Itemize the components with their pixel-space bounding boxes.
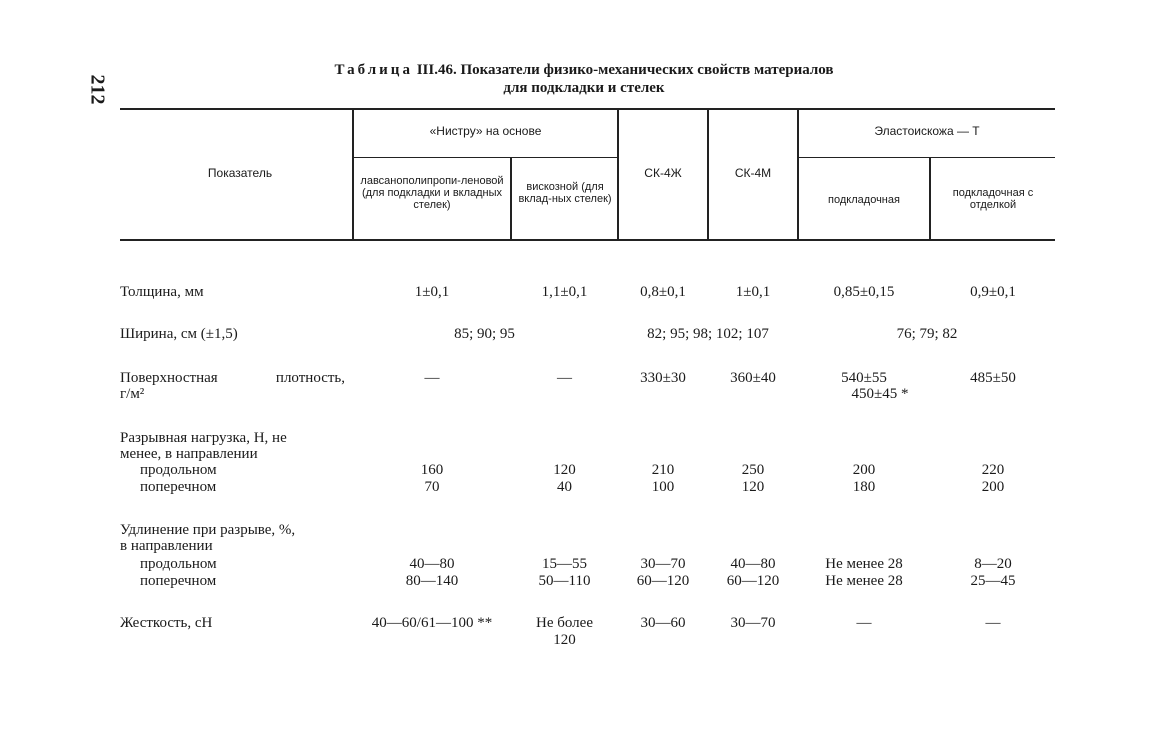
table-cell: 0,85±0,15 (833, 284, 895, 300)
elasto-subheader-rule (797, 157, 1055, 158)
table-cell: 60—120 (636, 573, 690, 589)
row-label: Толщина, мм (120, 284, 204, 300)
table-cell: Не менее 28 (825, 556, 903, 572)
table-cell: 76; 79; 82 (896, 326, 958, 342)
table-title-line1: Показатели физико-механических свойств материалов (460, 62, 834, 78)
row-label: Жесткость, сН (120, 615, 213, 631)
header-divider-2 (510, 158, 512, 239)
table-cell: 180 (852, 479, 876, 495)
row-label: Ширина, см (±1,5) (120, 326, 238, 342)
table-cell: 50—110 (538, 573, 591, 589)
table-cell: 70 (424, 479, 440, 495)
table-cell: 200 (852, 462, 876, 478)
table-cell: 15—55 (542, 556, 587, 572)
table-cell: — (557, 370, 572, 386)
table-cell: 40—60/61—100 ** (371, 615, 493, 631)
row-sublabel: поперечном (140, 573, 217, 589)
nistru-subheader-rule (352, 157, 618, 158)
table-cell: 0,9±0,1 (970, 284, 1016, 300)
header-elasto-lining-finished: подкладочная с отделкой (952, 187, 1034, 211)
table-cell: — (424, 370, 440, 386)
table-cell: 160 (420, 462, 444, 478)
table-cell: 330±30 (640, 370, 686, 386)
table-cell: 360±40 (730, 370, 776, 386)
table-cell: 8—20 (974, 556, 1012, 572)
table-cell: 540±55 (841, 370, 887, 386)
row-sublabel: продольном (140, 556, 217, 572)
table-cell: 85; 90; 95 (454, 326, 515, 342)
table-cell: 120 (553, 632, 576, 648)
header-divider-6 (929, 158, 931, 239)
header-nistru-viscose: вискозной (для вклад-ных стелек) (518, 181, 612, 205)
table-title (0, 62, 1168, 79)
table-cell: 250 (741, 462, 765, 478)
table-cell: 1±0,1 (414, 284, 450, 300)
table-title-number: III.46. (416, 62, 457, 78)
row-label: г/м² (120, 386, 145, 402)
table-cell: 210 (651, 462, 675, 478)
table-cell: Не более (536, 615, 593, 631)
table-cell: 80—140 (405, 573, 459, 589)
table-cell: 200 (981, 479, 1005, 495)
table-cell: 40—80 (730, 556, 776, 572)
table-title-word: Таблица (334, 62, 413, 78)
table-cell: 1±0,1 (735, 284, 771, 300)
table-cell: 100 (651, 479, 675, 495)
header-sk4zh: СК-4Ж (644, 166, 682, 180)
table-cell: 1,1±0,1 (541, 284, 588, 300)
table-cell: 30—70 (640, 556, 686, 572)
header-top-rule (120, 108, 1055, 110)
table-cell: 82; 95; 98; 102; 107 (647, 326, 769, 342)
table-cell: 30—60 (640, 615, 686, 631)
row-label: Разрывная нагрузка, Н, не (120, 430, 287, 446)
table-cell: 0,8±0,1 (640, 284, 686, 300)
table-cell: — (856, 615, 872, 631)
page-number: 212 (86, 74, 109, 105)
table-cell: 120 (741, 479, 765, 495)
header-bottom-rule (120, 239, 1055, 241)
table-cell: 485±50 (970, 370, 1016, 386)
header-sk4m: СК-4М (734, 166, 772, 180)
table-cell: 220 (981, 462, 1005, 478)
row-label: Удлинение при разрыве, %, (120, 522, 296, 538)
header-elasto-lining: подкладочная (828, 194, 900, 206)
table-cell: 450±45 * (851, 386, 909, 402)
row-label: менее, в направлении (120, 446, 258, 462)
header-indicator: Показатель (207, 166, 273, 180)
row-label: в направлении (120, 538, 213, 554)
table-cell: 40 (557, 479, 572, 495)
table-cell: 40—80 (409, 556, 455, 572)
table-cell: 25—45 (970, 573, 1016, 589)
table-cell: 30—70 (730, 615, 776, 631)
table-cell: 60—120 (726, 573, 780, 589)
row-label: Поверхностная плотность, (120, 370, 345, 386)
table-cell: Не менее 28 (825, 573, 903, 589)
table-cell: — (985, 615, 1001, 631)
row-sublabel: поперечном (140, 479, 217, 495)
header-elasto-group: Эластоискожа — Т (874, 124, 980, 138)
table-title-line2: для подкладки и стелек (503, 80, 665, 96)
header-nistru-group: «Нистру» на основе (429, 124, 542, 138)
row-sublabel: продольном (140, 462, 217, 478)
header-nistru-lavsan: лавсанополипропи-леновой (для подкладки и вкладных стелек) (360, 175, 504, 211)
table-cell: 120 (553, 462, 576, 478)
